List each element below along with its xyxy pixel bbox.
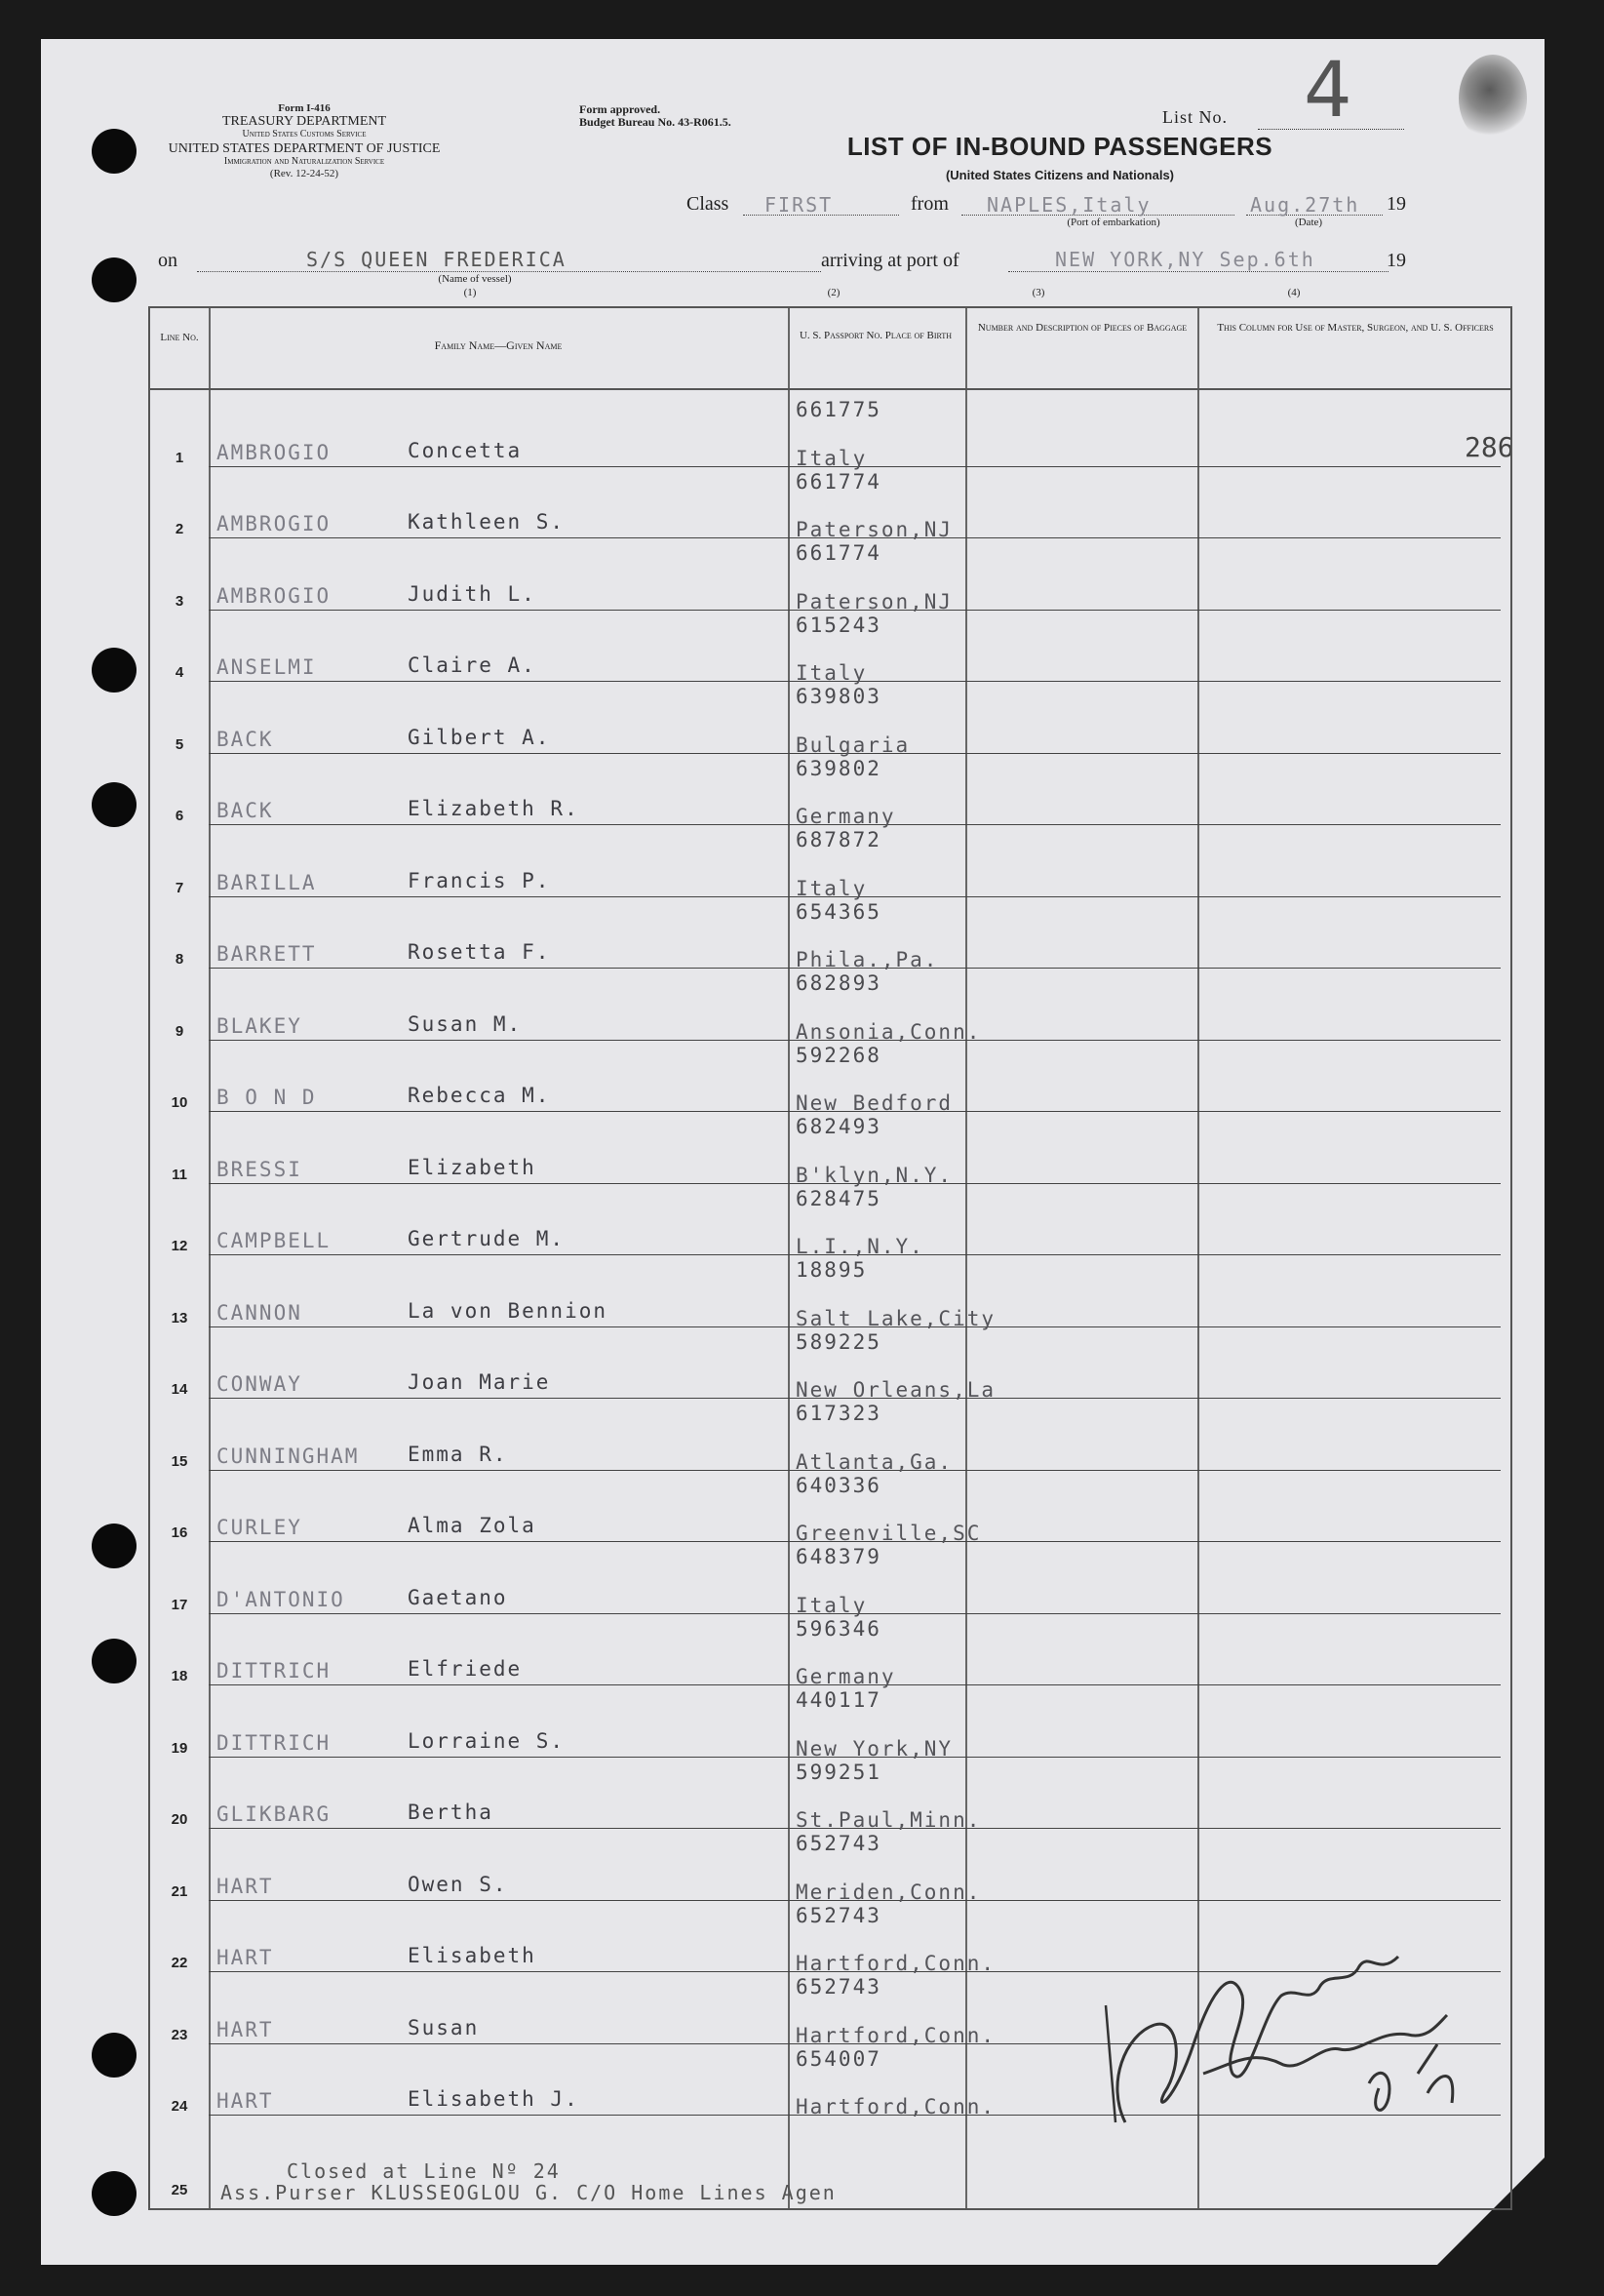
class-value: FIRST — [764, 193, 834, 217]
passport-number: 661775 — [796, 398, 881, 421]
given-name: Emma R. — [408, 1442, 508, 1466]
table-row — [150, 1328, 1510, 1401]
line-number: 13 — [171, 1309, 188, 1326]
line-number: 2 — [175, 521, 184, 537]
family-name: BARRETT — [216, 942, 317, 966]
manifest-page — [41, 39, 1545, 2265]
given-name: Elisabeth J. — [408, 2087, 579, 2111]
on-label: on — [158, 250, 177, 271]
given-name: Lorraine S. — [408, 1728, 566, 1753]
table-row — [150, 612, 1510, 684]
place-of-birth: Salt Lake,City — [796, 1306, 997, 1330]
place-of-birth: Germany — [796, 1665, 896, 1688]
family-name: BACK — [216, 799, 274, 822]
date-caption: (Date) — [1294, 217, 1323, 228]
col-header-officers: This Column for Use of Master, Surgeon, and U. S. Officers — [1217, 322, 1494, 334]
table-row — [150, 1686, 1510, 1759]
line-number: 24 — [171, 2098, 188, 2115]
family-name: CONWAY — [216, 1372, 302, 1396]
class-label: Class — [686, 193, 729, 215]
line-number: 12 — [171, 1238, 188, 1254]
given-name: Owen S. — [408, 1872, 508, 1896]
punch-hole — [92, 1524, 137, 1568]
given-name: Elisabeth — [408, 1944, 536, 1967]
place-of-birth: Greenville,SC — [796, 1522, 982, 1545]
line-number: 21 — [171, 1882, 188, 1900]
col-header-line: Line No. — [160, 332, 199, 343]
given-name: Concetta — [408, 438, 523, 462]
family-name: HART — [216, 2089, 274, 2113]
given-name: Susan M. — [408, 1011, 523, 1036]
passport-number: 639802 — [796, 756, 881, 780]
passport-number: 682893 — [796, 971, 881, 995]
line-number: 8 — [175, 951, 184, 968]
line-number: 17 — [171, 1596, 188, 1613]
table-row — [150, 1042, 1510, 1114]
place-of-birth: Atlanta,Ga. — [796, 1449, 954, 1474]
table-row — [150, 1830, 1510, 1902]
family-name: CAMPBELL — [216, 1229, 332, 1252]
given-name: Francis P. — [408, 868, 551, 892]
given-name: La von Bennion — [408, 1298, 608, 1323]
place-of-birth: Italy — [796, 1593, 868, 1617]
vessel-underline — [197, 271, 821, 272]
passport-number: 617323 — [796, 1402, 881, 1425]
table-row — [150, 396, 1510, 468]
purser-note: Ass.Purser KLUSSEOGLOU G. C/O Home Lines Agen — [220, 2181, 837, 2204]
date-value: Aug.27th — [1250, 193, 1360, 217]
passport-number: 592268 — [796, 1043, 881, 1067]
place-of-birth: Germany — [796, 805, 896, 828]
passport-number: 640336 — [796, 1473, 881, 1497]
punch-hole — [92, 2033, 137, 2078]
line-number: 20 — [171, 1811, 188, 1828]
family-name: HART — [216, 1946, 274, 1969]
family-name: AMBROGIO — [216, 440, 332, 464]
year-label-2: 19 — [1387, 250, 1406, 271]
line-number: 7 — [175, 879, 184, 896]
family-name: CUNNINGHAM — [216, 1444, 360, 1468]
ins-service: Immigration and Naturalization Service — [223, 156, 385, 167]
passport-number: 615243 — [796, 613, 881, 637]
family-name: B O N D — [216, 1086, 317, 1109]
family-name: CURLEY — [216, 1516, 302, 1539]
punch-hole — [92, 129, 137, 174]
col-header-passport: U. S. Passport No. Place of Birth — [799, 330, 953, 341]
page-subtitle: (United States Citizens and Nationals) — [945, 168, 1175, 182]
passport-number: 682493 — [796, 1115, 881, 1138]
passenger-table — [148, 306, 1512, 2210]
table-row — [150, 1400, 1510, 1472]
given-name: Elizabeth R. — [408, 797, 579, 820]
header-divider — [150, 388, 1510, 390]
family-name: BLAKEY — [216, 1013, 302, 1038]
place-of-birth: Hartford,Conn. — [796, 2095, 997, 2118]
table-row — [150, 1185, 1510, 1257]
line-number: 5 — [175, 735, 184, 753]
line-number: 4 — [175, 664, 184, 681]
given-name: Gilbert A. — [408, 725, 551, 749]
year-label: 19 — [1387, 193, 1406, 215]
given-name: Gaetano — [408, 1585, 508, 1609]
place-of-birth: Paterson,NJ — [796, 518, 954, 541]
place-of-birth: Italy — [796, 661, 868, 685]
given-name: Gertrude M. — [408, 1227, 566, 1250]
family-name: AMBROGIO — [216, 512, 332, 535]
line-number: 18 — [171, 1668, 188, 1684]
passport-number: 687872 — [796, 828, 881, 851]
list-number: 4 — [1304, 47, 1352, 135]
revision: (Rev. 12-24-52) — [269, 168, 339, 179]
place-of-birth: Italy — [796, 876, 868, 900]
given-name: Claire A. — [408, 653, 536, 677]
line-number: 9 — [175, 1022, 184, 1040]
list-no-label: List No. — [1162, 107, 1229, 127]
passport-number: 661774 — [796, 469, 881, 494]
place-of-birth: Phila.,Pa. — [796, 948, 939, 971]
table-row — [150, 755, 1510, 827]
passport-number: 652743 — [796, 1832, 881, 1855]
passport-number: 654365 — [796, 899, 881, 924]
family-name: HART — [216, 1874, 274, 1898]
place-of-birth: New Bedford — [796, 1091, 954, 1115]
family-name: ANSELMI — [216, 655, 317, 679]
line-number: 23 — [171, 2026, 188, 2043]
passport-number: 440117 — [796, 1688, 881, 1712]
col-header-baggage: Number and Description of Pieces of Baggage — [977, 322, 1188, 334]
place-of-birth: L.I.,N.Y. — [796, 1235, 924, 1258]
punch-hole — [92, 782, 137, 827]
closed-note: Closed at Line Nº 24 — [287, 2159, 561, 2183]
table-row — [150, 1543, 1510, 1615]
place-of-birth: New Orleans,La — [796, 1378, 997, 1402]
place-of-birth: Meriden,Conn. — [796, 1880, 982, 1904]
punch-hole — [92, 1639, 137, 1683]
place-of-birth: Hartford,Conn. — [796, 2023, 997, 2047]
given-name: Kathleen S. — [408, 510, 566, 534]
passport-number: 639803 — [796, 685, 881, 708]
place-of-birth: Paterson,NJ — [796, 589, 954, 614]
family-name: GLIKBARG — [216, 1802, 332, 1826]
place-of-birth: St.Paul,Minn. — [796, 1808, 982, 1832]
table-row — [150, 826, 1510, 898]
family-name: BRESSI — [216, 1157, 302, 1181]
arrival-port: NEW YORK,NY Sep.6th — [1055, 248, 1315, 271]
family-name: HART — [216, 2017, 274, 2041]
table-row — [150, 539, 1510, 612]
given-name: Alma Zola — [408, 1514, 536, 1537]
given-name: Joan Marie — [408, 1370, 551, 1394]
given-name: Rosetta F. — [408, 940, 551, 964]
form-approved: Form approved. — [579, 102, 661, 116]
caption-4: (4) — [1287, 287, 1301, 298]
punch-hole — [92, 648, 137, 693]
place-of-birth: Hartford,Conn. — [796, 1952, 997, 1975]
customs-service: United States Customs Service — [242, 129, 367, 139]
family-name: AMBROGIO — [216, 583, 332, 608]
family-name: D'ANTONIO — [216, 1587, 345, 1611]
place-of-birth: Bulgaria — [796, 732, 911, 757]
table-row — [150, 1759, 1510, 1831]
passport-number: 599251 — [796, 1760, 881, 1784]
line-number: 3 — [175, 592, 184, 610]
place-of-birth: New York,NY — [796, 1736, 954, 1761]
table-row — [150, 468, 1510, 540]
punch-hole — [92, 2171, 137, 2216]
table-row — [150, 1472, 1510, 1544]
family-name: DITTRICH — [216, 1659, 332, 1682]
passport-number: 18895 — [796, 1258, 868, 1282]
caption-2: (2) — [827, 287, 841, 298]
from-label: from — [911, 193, 949, 215]
form-id: Form I-416 — [278, 102, 331, 114]
passport-number: 648379 — [796, 1545, 881, 1568]
passport-number: 654007 — [796, 2046, 881, 2071]
table-row — [150, 970, 1510, 1042]
vessel-caption: (Name of vessel) — [438, 273, 512, 285]
passport-number: 596346 — [796, 1616, 881, 1641]
table-row — [150, 1113, 1510, 1185]
passport-number: 661774 — [796, 541, 881, 565]
agency-block — [148, 102, 460, 180]
port-embarkation-caption: (Port of embarkation) — [1067, 217, 1160, 228]
caption-1: (1) — [463, 287, 477, 298]
treasury-dept: TREASURY DEPARTMENT — [221, 114, 387, 129]
family-name: BACK — [216, 727, 274, 751]
table-row — [150, 1256, 1510, 1328]
passport-number: 628475 — [796, 1186, 881, 1210]
officer-signature — [1086, 1927, 1515, 2152]
col-header-name: Family Name—Given Name — [434, 338, 563, 352]
line-number: 16 — [171, 1524, 188, 1541]
table-row — [150, 683, 1510, 755]
arriving-label: arriving at port of — [821, 250, 959, 271]
vessel-name: S/S QUEEN FREDERICA — [306, 248, 567, 271]
line-number: 19 — [171, 1739, 188, 1757]
given-name: Elizabeth — [408, 1155, 536, 1179]
given-name: Bertha — [408, 1801, 493, 1824]
given-name: Judith L. — [408, 581, 536, 606]
family-name: CANNON — [216, 1300, 302, 1325]
line-number: 1 — [175, 449, 184, 466]
approval-block — [579, 103, 813, 129]
passport-number: 652743 — [796, 1975, 881, 1999]
line-number: 22 — [171, 1955, 188, 1971]
side-number: 286 — [1465, 431, 1514, 463]
line-number: 14 — [171, 1381, 188, 1398]
justice-dept: UNITED STATES DEPARTMENT OF JUSTICE — [168, 141, 441, 156]
ink-smudge — [1459, 55, 1527, 142]
line-number: 6 — [175, 808, 184, 824]
given-name: Rebecca M. — [408, 1084, 551, 1107]
table-row — [150, 1615, 1510, 1687]
line-number: 25 — [171, 2182, 188, 2198]
from-value: NAPLES,Italy — [987, 193, 1152, 217]
port-underline — [1008, 271, 1389, 272]
place-of-birth: Ansonia,Conn. — [796, 1019, 982, 1044]
place-of-birth: Italy — [796, 446, 868, 470]
punch-hole — [92, 257, 137, 302]
passport-number: 652743 — [796, 1903, 881, 1927]
passport-number: 589225 — [796, 1329, 881, 1354]
family-name: DITTRICH — [216, 1730, 332, 1755]
budget-bureau: Budget Bureau No. 43-R061.5. — [579, 115, 731, 129]
line-number: 11 — [172, 1166, 187, 1183]
line-number: 15 — [171, 1452, 188, 1470]
given-name: Susan — [408, 2015, 480, 2039]
line-number: 10 — [171, 1094, 188, 1111]
table-row — [150, 898, 1510, 970]
caption-3: (3) — [1032, 287, 1045, 298]
given-name: Elfriede — [408, 1657, 523, 1681]
family-name: BARILLA — [216, 870, 317, 894]
place-of-birth: B'klyn,N.Y. — [796, 1163, 954, 1187]
page-title: LIST OF IN-BOUND PASSENGERS — [846, 132, 1273, 161]
